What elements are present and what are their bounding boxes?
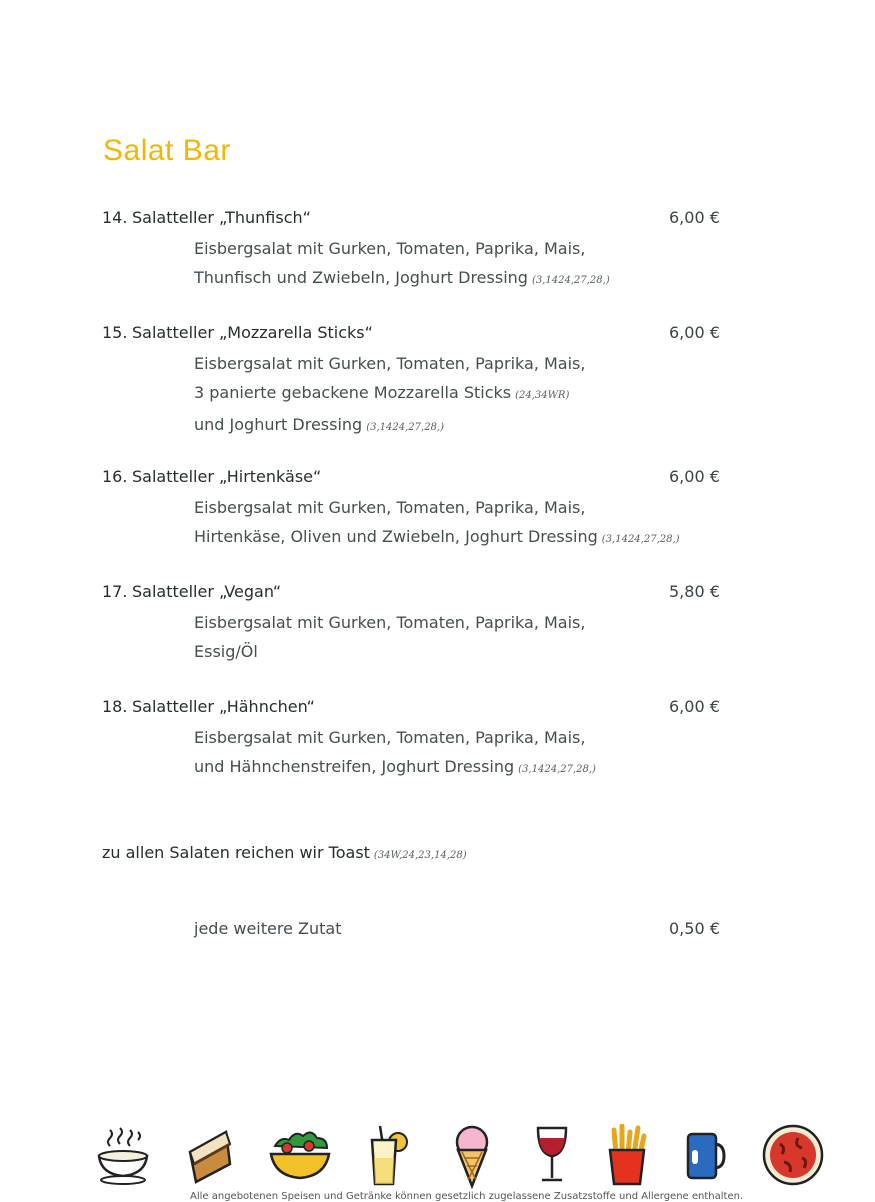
item-number: 17. xyxy=(102,582,128,601)
item-price: 6,00 € xyxy=(669,208,720,227)
allergen-codes: (3,1424,27,28,) xyxy=(366,422,444,433)
drink-icon xyxy=(366,1124,410,1190)
description-line xyxy=(194,637,742,666)
description-line xyxy=(194,752,742,784)
item-price: 6,00 € xyxy=(669,323,720,342)
description-line xyxy=(194,378,742,410)
section-title: Salat Bar xyxy=(103,134,231,167)
item-name: Salatteller „Vegan“ xyxy=(132,582,282,601)
description-line xyxy=(194,608,742,637)
ice-cream-icon xyxy=(452,1124,492,1190)
item-name: Salatteller „Hirtenkäse“ xyxy=(132,467,322,486)
description-text: Hirtenkäse, Oliven und Zwiebeln, Joghurt Dressing xyxy=(194,527,598,546)
description-text: Eisbergsalat mit Gurken, Tomaten, Paprika, Mais, xyxy=(194,728,586,747)
footer-disclaimer: Alle angebotenen Speisen und Getränke können gesetzlich zugelassene Zusatzstoffe und Allergene enthalten. xyxy=(190,1191,744,1202)
item-number: 15. xyxy=(102,323,128,342)
description-text: Eisbergsalat mit Gurken, Tomaten, Paprika, Mais, xyxy=(194,354,586,373)
description-line xyxy=(194,234,742,263)
item-number: 18. xyxy=(102,697,128,716)
allergen-codes: (3,1424,27,28,) xyxy=(518,764,596,775)
item-name: Salatteller „Thunfisch“ xyxy=(132,208,311,227)
description-text: Eisbergsalat mit Gurken, Tomaten, Paprika, Mais, xyxy=(194,498,586,517)
description-line xyxy=(194,349,742,378)
description-line xyxy=(194,522,742,554)
description-line xyxy=(194,723,742,752)
description-text: Eisbergsalat mit Gurken, Tomaten, Paprika, Mais, xyxy=(194,613,586,632)
description-text: Thunfisch und Zwiebeln, Joghurt Dressing xyxy=(194,268,528,287)
item-description xyxy=(194,234,742,295)
allergen-codes: (3,1424,27,28,) xyxy=(601,534,680,545)
food-icon-strip xyxy=(0,1124,875,1200)
menu-item xyxy=(102,208,742,295)
item-description xyxy=(194,493,742,554)
menu-item-header xyxy=(102,697,742,719)
description-text: Essig/Öl xyxy=(194,642,258,661)
extra-ingredient-price: 0,50 € xyxy=(669,919,720,938)
menu-item-header xyxy=(102,467,742,489)
cake-icon xyxy=(186,1124,234,1186)
toast-note xyxy=(102,843,467,862)
mug-icon xyxy=(684,1124,726,1186)
description-text: Eisbergsalat mit Gurken, Tomaten, Paprika, Mais, xyxy=(194,239,586,258)
fries-icon xyxy=(604,1124,650,1186)
description-text: und Hähnchenstreifen, Joghurt Dressing xyxy=(194,757,515,776)
allergen-codes: (24,34WR) xyxy=(515,390,570,401)
allergen-codes: (3,1424,27,28,) xyxy=(531,275,610,286)
allergen-codes: (34W,24,23,14,28) xyxy=(373,850,467,861)
description-line xyxy=(194,263,742,295)
menu-item-header xyxy=(102,323,742,345)
item-number: 14. xyxy=(102,208,128,227)
menu-item xyxy=(102,323,742,442)
description-text: 3 panierte gebackene Mozzarella Sticks xyxy=(194,383,512,402)
pizza-icon xyxy=(762,1124,824,1186)
menu-item xyxy=(102,582,742,666)
description-line xyxy=(194,493,742,522)
item-name: Salatteller „Mozzarella Sticks“ xyxy=(132,323,373,342)
menu-item-header xyxy=(102,582,742,604)
description-text: und Joghurt Dressing xyxy=(194,415,363,434)
note-text: zu allen Salaten reichen wir Toast xyxy=(102,843,370,862)
item-description xyxy=(194,349,742,442)
item-description xyxy=(194,723,742,784)
item-name: Salatteller „Hähnchen“ xyxy=(132,697,315,716)
wine-icon xyxy=(534,1124,570,1186)
menu-item xyxy=(102,697,742,784)
item-description xyxy=(194,608,742,666)
item-number: 16. xyxy=(102,467,128,486)
extra-ingredient-label: jede weitere Zutat xyxy=(194,919,342,938)
salad-icon xyxy=(269,1124,331,1186)
item-price: 6,00 € xyxy=(669,467,720,486)
soup-icon xyxy=(96,1124,150,1186)
description-line xyxy=(194,410,742,442)
menu-item-header xyxy=(102,208,742,230)
item-price: 6,00 € xyxy=(669,697,720,716)
menu-item xyxy=(102,467,742,554)
item-price: 5,80 € xyxy=(669,582,720,601)
